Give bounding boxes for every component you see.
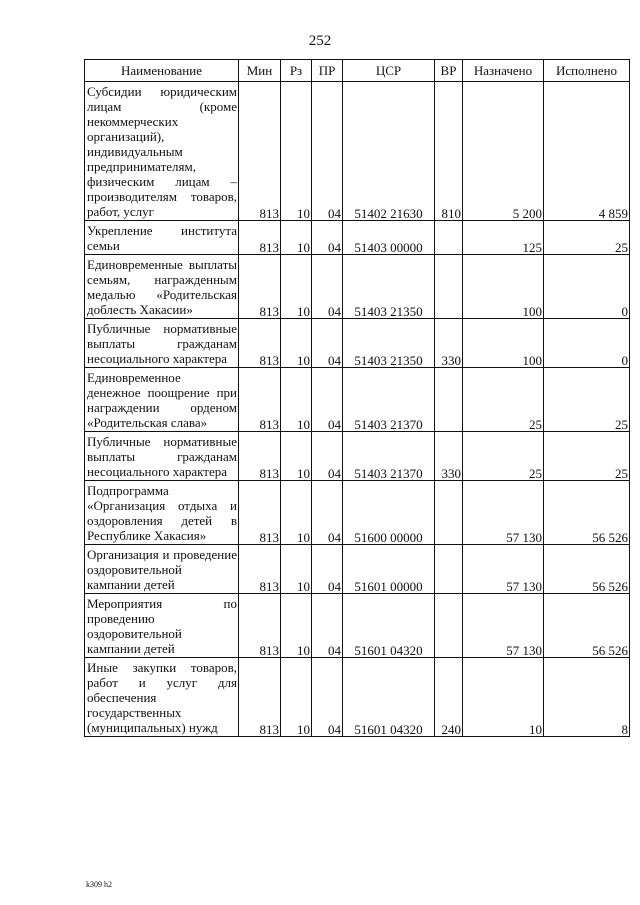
header-executed: Исполнено (544, 60, 630, 82)
cell-pr: 04 (312, 594, 343, 658)
header-csr: ЦСР (343, 60, 435, 82)
cell-csr: 51403 21350 (343, 255, 435, 319)
cell-rz: 10 (281, 658, 312, 737)
cell-executed: 25 (544, 368, 630, 432)
cell-assigned: 25 (463, 432, 544, 481)
cell-name: Иные закупки товаров, работ и услуг для обеспечения государственных (муниципальных) нужд (85, 658, 239, 737)
cell-rz: 10 (281, 255, 312, 319)
cell-vr (435, 481, 463, 545)
table-row (85, 255, 630, 319)
cell-name: Публичные нормативные выплаты гражданам несоциального характера (85, 432, 239, 481)
page-number: 252 (308, 33, 332, 49)
footer-code: k309 h2 (86, 880, 112, 889)
cell-assigned: 57 130 (463, 545, 544, 594)
cell-min: 813 (239, 432, 281, 481)
table-row (85, 481, 630, 545)
cell-csr: 51601 04320 (343, 658, 435, 737)
cell-min: 813 (239, 594, 281, 658)
cell-vr (435, 594, 463, 658)
cell-pr: 04 (312, 255, 343, 319)
cell-assigned: 5 200 (463, 82, 544, 221)
cell-executed: 0 (544, 255, 630, 319)
cell-rz: 10 (281, 368, 312, 432)
cell-assigned: 10 (463, 658, 544, 737)
cell-min: 813 (239, 319, 281, 368)
cell-assigned: 100 (463, 319, 544, 368)
cell-rz: 10 (281, 481, 312, 545)
cell-name: Публичные нормативные выплаты гражданам несоциального характера (85, 319, 239, 368)
cell-pr: 04 (312, 319, 343, 368)
cell-executed: 25 (544, 432, 630, 481)
table-row (85, 432, 630, 481)
cell-rz: 10 (281, 221, 312, 255)
cell-assigned: 125 (463, 221, 544, 255)
cell-min: 813 (239, 221, 281, 255)
cell-name: Единовременные выплаты семьям, награжденным медалью «Родительская доблесть Хакасии» (85, 255, 239, 319)
cell-assigned: 57 130 (463, 594, 544, 658)
cell-rz: 10 (281, 319, 312, 368)
cell-csr: 51403 21370 (343, 368, 435, 432)
cell-assigned: 57 130 (463, 481, 544, 545)
cell-min: 813 (239, 82, 281, 221)
cell-min: 813 (239, 368, 281, 432)
cell-name: Подпрограмма «Организация отдыха и оздоровления детей в Республике Хакасия» (85, 481, 239, 545)
cell-executed: 0 (544, 319, 630, 368)
cell-csr: 51600 00000 (343, 481, 435, 545)
header-name: Наименование (85, 60, 239, 82)
cell-name: Мероприятия по проведению оздоровительной кампании детей (85, 594, 239, 658)
cell-vr: 330 (435, 319, 463, 368)
cell-rz: 10 (281, 594, 312, 658)
table-row (85, 319, 630, 368)
cell-csr: 51601 00000 (343, 545, 435, 594)
cell-pr: 04 (312, 221, 343, 255)
cell-min: 813 (239, 658, 281, 737)
cell-assigned: 25 (463, 368, 544, 432)
header-assigned: Назначено (463, 60, 544, 82)
cell-name: Субсидии юридическим лицам (кроме некоммерческих организаций), индивидуальным предпринимателям, физическим лицам – производителям товаров, работ, услуг (85, 82, 239, 221)
cell-executed: 25 (544, 221, 630, 255)
cell-name: Единовременное денежное поощрение при награждении орденом «Родительская слава» (85, 368, 239, 432)
cell-min: 813 (239, 481, 281, 545)
cell-csr: 51403 21370 (343, 432, 435, 481)
cell-pr: 04 (312, 82, 343, 221)
cell-vr (435, 545, 463, 594)
header-rz: Рз (281, 60, 312, 82)
table-row (85, 368, 630, 432)
cell-vr (435, 255, 463, 319)
table-row (85, 545, 630, 594)
table-row (85, 82, 630, 221)
cell-vr (435, 368, 463, 432)
cell-executed: 56 526 (544, 481, 630, 545)
header-pr: ПР (312, 60, 343, 82)
cell-pr: 04 (312, 545, 343, 594)
cell-rz: 10 (281, 82, 312, 221)
cell-name: Укрепление института семьи (85, 221, 239, 255)
cell-min: 813 (239, 255, 281, 319)
header-vr: ВР (435, 60, 463, 82)
cell-name: Организация и проведение оздоровительной кампании детей (85, 545, 239, 594)
header-min: Мин (239, 60, 281, 82)
cell-pr: 04 (312, 368, 343, 432)
cell-rz: 10 (281, 545, 312, 594)
cell-assigned: 100 (463, 255, 544, 319)
cell-csr: 51601 04320 (343, 594, 435, 658)
cell-executed: 4 859 (544, 82, 630, 221)
table-header-row (85, 60, 630, 82)
cell-rz: 10 (281, 432, 312, 481)
budget-execution-table (84, 59, 630, 737)
cell-vr: 240 (435, 658, 463, 737)
table-row (85, 658, 630, 737)
cell-min: 813 (239, 545, 281, 594)
cell-pr: 04 (312, 481, 343, 545)
cell-vr: 810 (435, 82, 463, 221)
cell-csr: 51402 21630 (343, 82, 435, 221)
cell-executed: 56 526 (544, 594, 630, 658)
cell-pr: 04 (312, 658, 343, 737)
table-row (85, 594, 630, 658)
cell-csr: 51403 00000 (343, 221, 435, 255)
table-row (85, 221, 630, 255)
cell-vr (435, 221, 463, 255)
cell-vr: 330 (435, 432, 463, 481)
cell-executed: 8 (544, 658, 630, 737)
cell-executed: 56 526 (544, 545, 630, 594)
cell-pr: 04 (312, 432, 343, 481)
cell-csr: 51403 21350 (343, 319, 435, 368)
